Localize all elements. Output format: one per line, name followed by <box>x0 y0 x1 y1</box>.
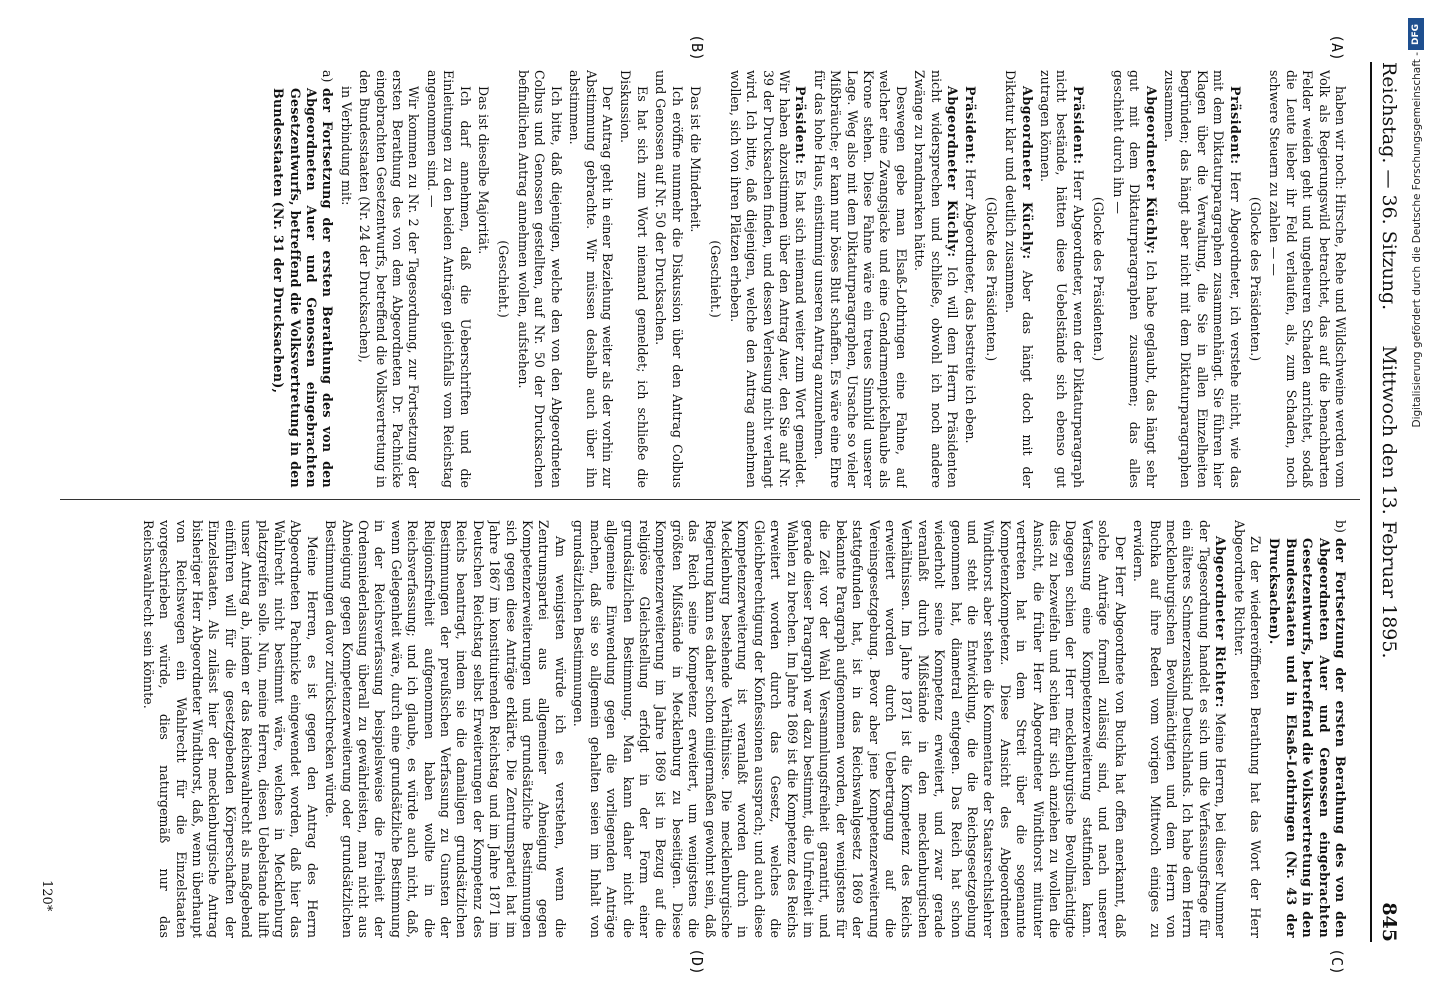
speaker-name: Präsident: <box>1227 86 1243 165</box>
speech-paragraph <box>911 70 960 488</box>
text-paragraph: Ich eröffne nunmehr die Diskussion über den Antrag Colbus und Genossen auf Nr. 50 der Drucksachen. <box>653 70 685 488</box>
running-head-date: Mittwoch den 13. Februar 1895. <box>1378 345 1400 659</box>
speech-paragraph <box>1002 70 1035 488</box>
text-paragraph: Zu der wiedereröffneten Berathung hat das Wort der Herr Abgeordnete Richter. <box>1231 520 1263 938</box>
agenda-letter: b) <box>1333 520 1348 533</box>
running-head <box>1370 62 1406 942</box>
stage-direction: (Geschieht.) <box>708 240 724 318</box>
agenda-item <box>270 70 336 488</box>
speech-text: Es hat sich niemand weiter zum Wort gemeldet. Wir haben abzustimmen über den Antrag Auer, den Sie auf Nr. 39 der Drucksachen finden, und dessen Verlesung nicht verlangt wird. Ich bitte, daß diejenigen, welche den Antrag annehmen wollen, sich von ihren Plätzen erheben. <box>727 70 809 488</box>
margin-mark-a: (A) <box>1328 34 1346 62</box>
speech-text: Herr Abgeordneter, ich verstehe nicht, wie das mit dem Diktaturparagraphen zusammenhängt. Sie führen hier Klagen über die Verwaltung, die Sie in allen Einzelheiten begründen; das hängt aber nicht mit dem Diktaturparagraphen zusammen. <box>1161 70 1243 488</box>
column-divider <box>60 499 1360 500</box>
speech-paragraph <box>1161 70 1243 488</box>
margin-mark-d: (D) <box>688 948 706 976</box>
speaker-name: Abgeordneter Küchly: <box>1019 86 1035 260</box>
right-column <box>48 520 1348 938</box>
signature-mark: 120* <box>39 880 54 912</box>
agenda-item <box>1266 520 1348 938</box>
speech-text: Ich habe geglaubt, das hängt sehr gut mit dem Diktaturparagraphen zusammen; das alles geschieht durch ihn — <box>1110 70 1159 488</box>
speech-text: Aber das hängt doch mit der Diktatur klar und deutlich zusammen. <box>1003 70 1035 488</box>
speaker-name: Präsident: <box>963 86 979 165</box>
text-paragraph: Wir kommen zu Nr. 2 der Tagesordnung, zur Fortsetzung der ersten Berathung des von dem Abgeordneten Dr. Pachnicke eingebrachten Gesetzentwurfs, betreffend die Volksvertretung in den Bundesstaaten (Nr. 24 der Drucksachen), <box>357 70 422 488</box>
speech-paragraph <box>962 70 978 488</box>
speech-text: Herr Abgeordneter, wenn der Diktaturparagraph nicht bestände, hätten diese Uebelstände sich ebenso gut zutragen können. <box>1038 70 1086 488</box>
text-paragraph: Ich darf annehmen, daß die Ueberschriften und die Einleitungen zu den beiden Anträgen gleichfalls vom Reichstag angenommen sind. — <box>424 70 473 488</box>
text-paragraph: Das ist die Minderheit. <box>687 86 703 233</box>
speaker-name: Abgeordneter Richter: <box>1213 536 1229 708</box>
running-head-left: Reichstag. — 36. Sitzung. <box>1378 62 1400 311</box>
speech-paragraph <box>1109 70 1158 488</box>
speech-text: Herr Abgeordneter, das bestreite ich eben. <box>963 168 979 444</box>
speaker-name: Präsident: <box>1070 86 1086 165</box>
text-paragraph: Das ist dieselbe Majorität. <box>476 86 492 255</box>
speech-paragraph <box>726 70 808 488</box>
speaker-name: Präsident: <box>793 86 809 165</box>
speaker-name: Abgeordneter Küchly: <box>945 86 961 258</box>
stage-direction: (Glocke des Präsidenten.) <box>1091 196 1107 362</box>
margin-mark-c: (C) <box>1328 948 1346 976</box>
agenda-text: der Fortsetzung der ersten Berathung des von den Abgeordneten Auer und Genossen eingebrachten Gesetzentwurfs, betreffend die Volksvertretung in den Bundesstaaten und in Elsaß-Lothringen (Nr. 43 der Drucksachen). <box>1267 538 1348 938</box>
stage-direction: (Glocke des Präsidenten.) <box>1247 196 1263 362</box>
agenda-letter: a) <box>320 70 336 83</box>
text-paragraph: haben wir noch: Hirsche, Rehe und Wildschweine werden vom Volk als Regierungswild betrachtet, das auf die benachbarten Felder weiden geht und ungeheuren Schaden anrichtet, sodaß die Leute lieber ihr Feld verlaufen, als, zum Schaden, noch schwere Steuern zu zahlen — — <box>1267 70 1348 488</box>
text-paragraph: Am wenigsten würde ich es verstehen, wenn die Zentrumspartei aus allgemeiner Abneigung gegen Kompetenzerweiterungen und grundsätzliche Bestimmungen sich gegen diese Anträge erklärte. Die Zentrumspartei hat im Jahre 1867 im konstituirenden Reichstag und im Jahre 1871 im Deutschen Reichstag selbst Erweiterungen der Kompetenz des Reichs beantragt, indem sie die damaligen grundsätzlichen Bestimmungen der preußischen Verfassung zu Gunsten der Religionsfreiheit aufgenommen haben wollte in die Reichsverfassung; und ich glaube, es würde auch nicht, daß, wenn Gelegenheit wäre, durch eine grundsätzliche Bestimmung in der Reichsverfassung beispielsweise die Freiheit der Ordensniederlassung überall zu gewährleisten, man nicht aus Abneigung gegen Kompetenzerweiterung oder grundsätzlichen Bestimmungen davor zurückschrecken würde. <box>323 520 568 938</box>
text-paragraph: Meine Herren, es ist gegen den Antrag des Herrn Abgeordneten Pachnicke eingewendet worden, daß hier das Wahlrecht nicht bestimmt wäre, welches in Mecklenburg platzgreifen solle. Nun, meine Herren, diesen Uebelstande hilft unser Antrag ab, indem er das Reichswahlrecht als maßgebend einführen will für die gesetzgebenden Körperschaften der Einzelstaaten. Als zulässt hier der mecklenburgische Antrag bisheriger Herr Abgeordneter Windthorst, daß, wenn überhaupt von Reichswegen ein Wahlrecht für die Einzelstaaten vorgeschrieben würde, dies naturgemäß nur das Reichswahlrecht sein könnte. <box>140 520 320 938</box>
speech-text: Ich will dem Herrn Präsidenten nicht widersprechen und schließe, obwohl ich noch andere Zwänge zu brandmarken hätte. <box>912 70 961 488</box>
agenda-text: der Fortsetzung der ersten Berathung des von den Abgeordneten Auer und Genossen eingebrachten Gesetzentwurfs, betreffend die Volksvertretung in den Bundesstaaten (Nr. 31 der Drucksachen), <box>271 88 336 488</box>
digitization-credit <box>1402 0 1432 1000</box>
text-paragraph: Es hat sich zum Wort niemand gemeldet; ich schließe die Diskussion. <box>618 70 650 488</box>
text-paragraph: in Verbindung mit: <box>338 86 354 206</box>
margin-mark-b: (B) <box>688 34 706 62</box>
text-paragraph: Ich bitte, daß diejenigen, welche den von den Abgeordneten Colbus und Genossen gestellten, auf Nr. 50 der Drucksachen befindlichen Antrag annehmen wollen, aufstehen. <box>515 70 564 488</box>
text-paragraph: Der Antrag geht in einer Beziehung weiter als der vorhin zur Abstimmung gebrachte. Wir müssen deshalb auch über ihn abstimmen. <box>567 70 615 488</box>
text-paragraph: Der Herr Abgeordnete von Buchka hat offen anerkannt, daß solche Anträge formell zulässig sind, und nach unserer Verfassung eine Kompetenzerweiterung stattfinden kann. Dagegen schien der Herr mecklenburgische Bevollmächtigte dies zu bezweifeln und schien für sich anziehen zu wollen die Ansicht, die früher Herr Abgeordneter Windthorst mitunter vertreten hat in dem Streit über die sogenannte Kompetenzkompetenz. Diese Ansicht des Abgeordneten Windthorst aber stehen die Kommentare der Staatsrechtslehrer und steht die Entwicklung, die die Reichsgesetzgebung genommen hat, diametral entgegen. Das Reich hat schon wiederholt seine Kompetenz erweitert, und zwar gerade veranlaßt durch Mißstände in den mecklenburgischen Verhältnissen. Im Jahre 1871 ist die Kompetenz des Reichs erweitert worden durch Uebertragung auf die Vereinsgesetzgebung. Bevor aber jene Kompetenzerweiterung stattgefunden hat, ist in das Reichswahlgesetz 1869 der bekannte Paragraph aufgenommen worden, der wenigstens für die Zeit vor der Wahl Versammlungsfreiheit garantirt, und gerade dieser Paragraph war dazu bestimmt, die Unfreiheit im Wahlen zu brechen. Im Jahre 1869 ist die Kompetenz des Reichs erweitert worden durch das Gesetz, welches die Gleichberechtigung der Konfessionen aussprach; und auch diese Kompetenzerweiterung ist veranlaßt worden durch in Mecklenburg bestehende Verhältnisse. Die mecklenburgische Regierung kann es daher schon einigermaßen gewohnt sein, daß das Reich seine Kompetenz erweitert, um wenigstens die größten Mißstände in Mecklenburg zu beseitigen. Diese Kompetenzerweiterung im Jahre 1869 ist in Bezug auf die religiöse Gleichstellung erfolgt in der Form einer grundsätzlichen Bestimmung. Man kann daher nicht die allgemeine Einwendung gegen die vorliegenden Anträge machen, daß sie so allgemein gehalten seien im Inhalt von grundsätzlichen Bestimmungen. <box>571 520 1128 938</box>
speech-paragraph <box>1037 70 1086 488</box>
left-column <box>48 70 1348 488</box>
speaker-name: Abgeordneter Küchly: <box>1143 86 1159 255</box>
stage-direction: (Geschieht.) <box>496 240 512 318</box>
speech-paragraph <box>1130 520 1228 938</box>
stage-direction: (Glocke des Präsidenten.) <box>983 196 999 362</box>
dfg-logo: DFG <box>1408 18 1424 50</box>
page-number: 845 <box>1378 902 1400 942</box>
credit-text: Digitalisierung gefördert durch die Deutsche Forschungsgemeinschaft - <box>1411 52 1423 428</box>
speech-text: Meine Herren, bei dieser Nummer der Tagesordnung handelt es sich um die Verfassungsfrage für ein älteres Schmerzenskind Deutschlands. Ich habe dem Herrn mecklenburgischen Bevollmächtigten und dem Herrn von Buchka auf ihre Reden vom vorigen Mittwoch einiges zu erwidern. <box>1131 520 1229 938</box>
text-paragraph: Deswegen gebe man Elsaß-Lothringen eine Fahne, auf welcher eine Zwangsjacke und eine Gendarmenpickelhaube als Krone stehen. Diese Fahne wäre ein treues Sinnbild unserer Lage. Weg also mit dem Diktaturparagraphen, Ursache so vieler Mißbräuche; er kann nur böses Blut schaffen. Es wäre eine Ehre für das hohe Haus, einstimmig unseren Antrag anzunehmen. <box>811 70 909 488</box>
